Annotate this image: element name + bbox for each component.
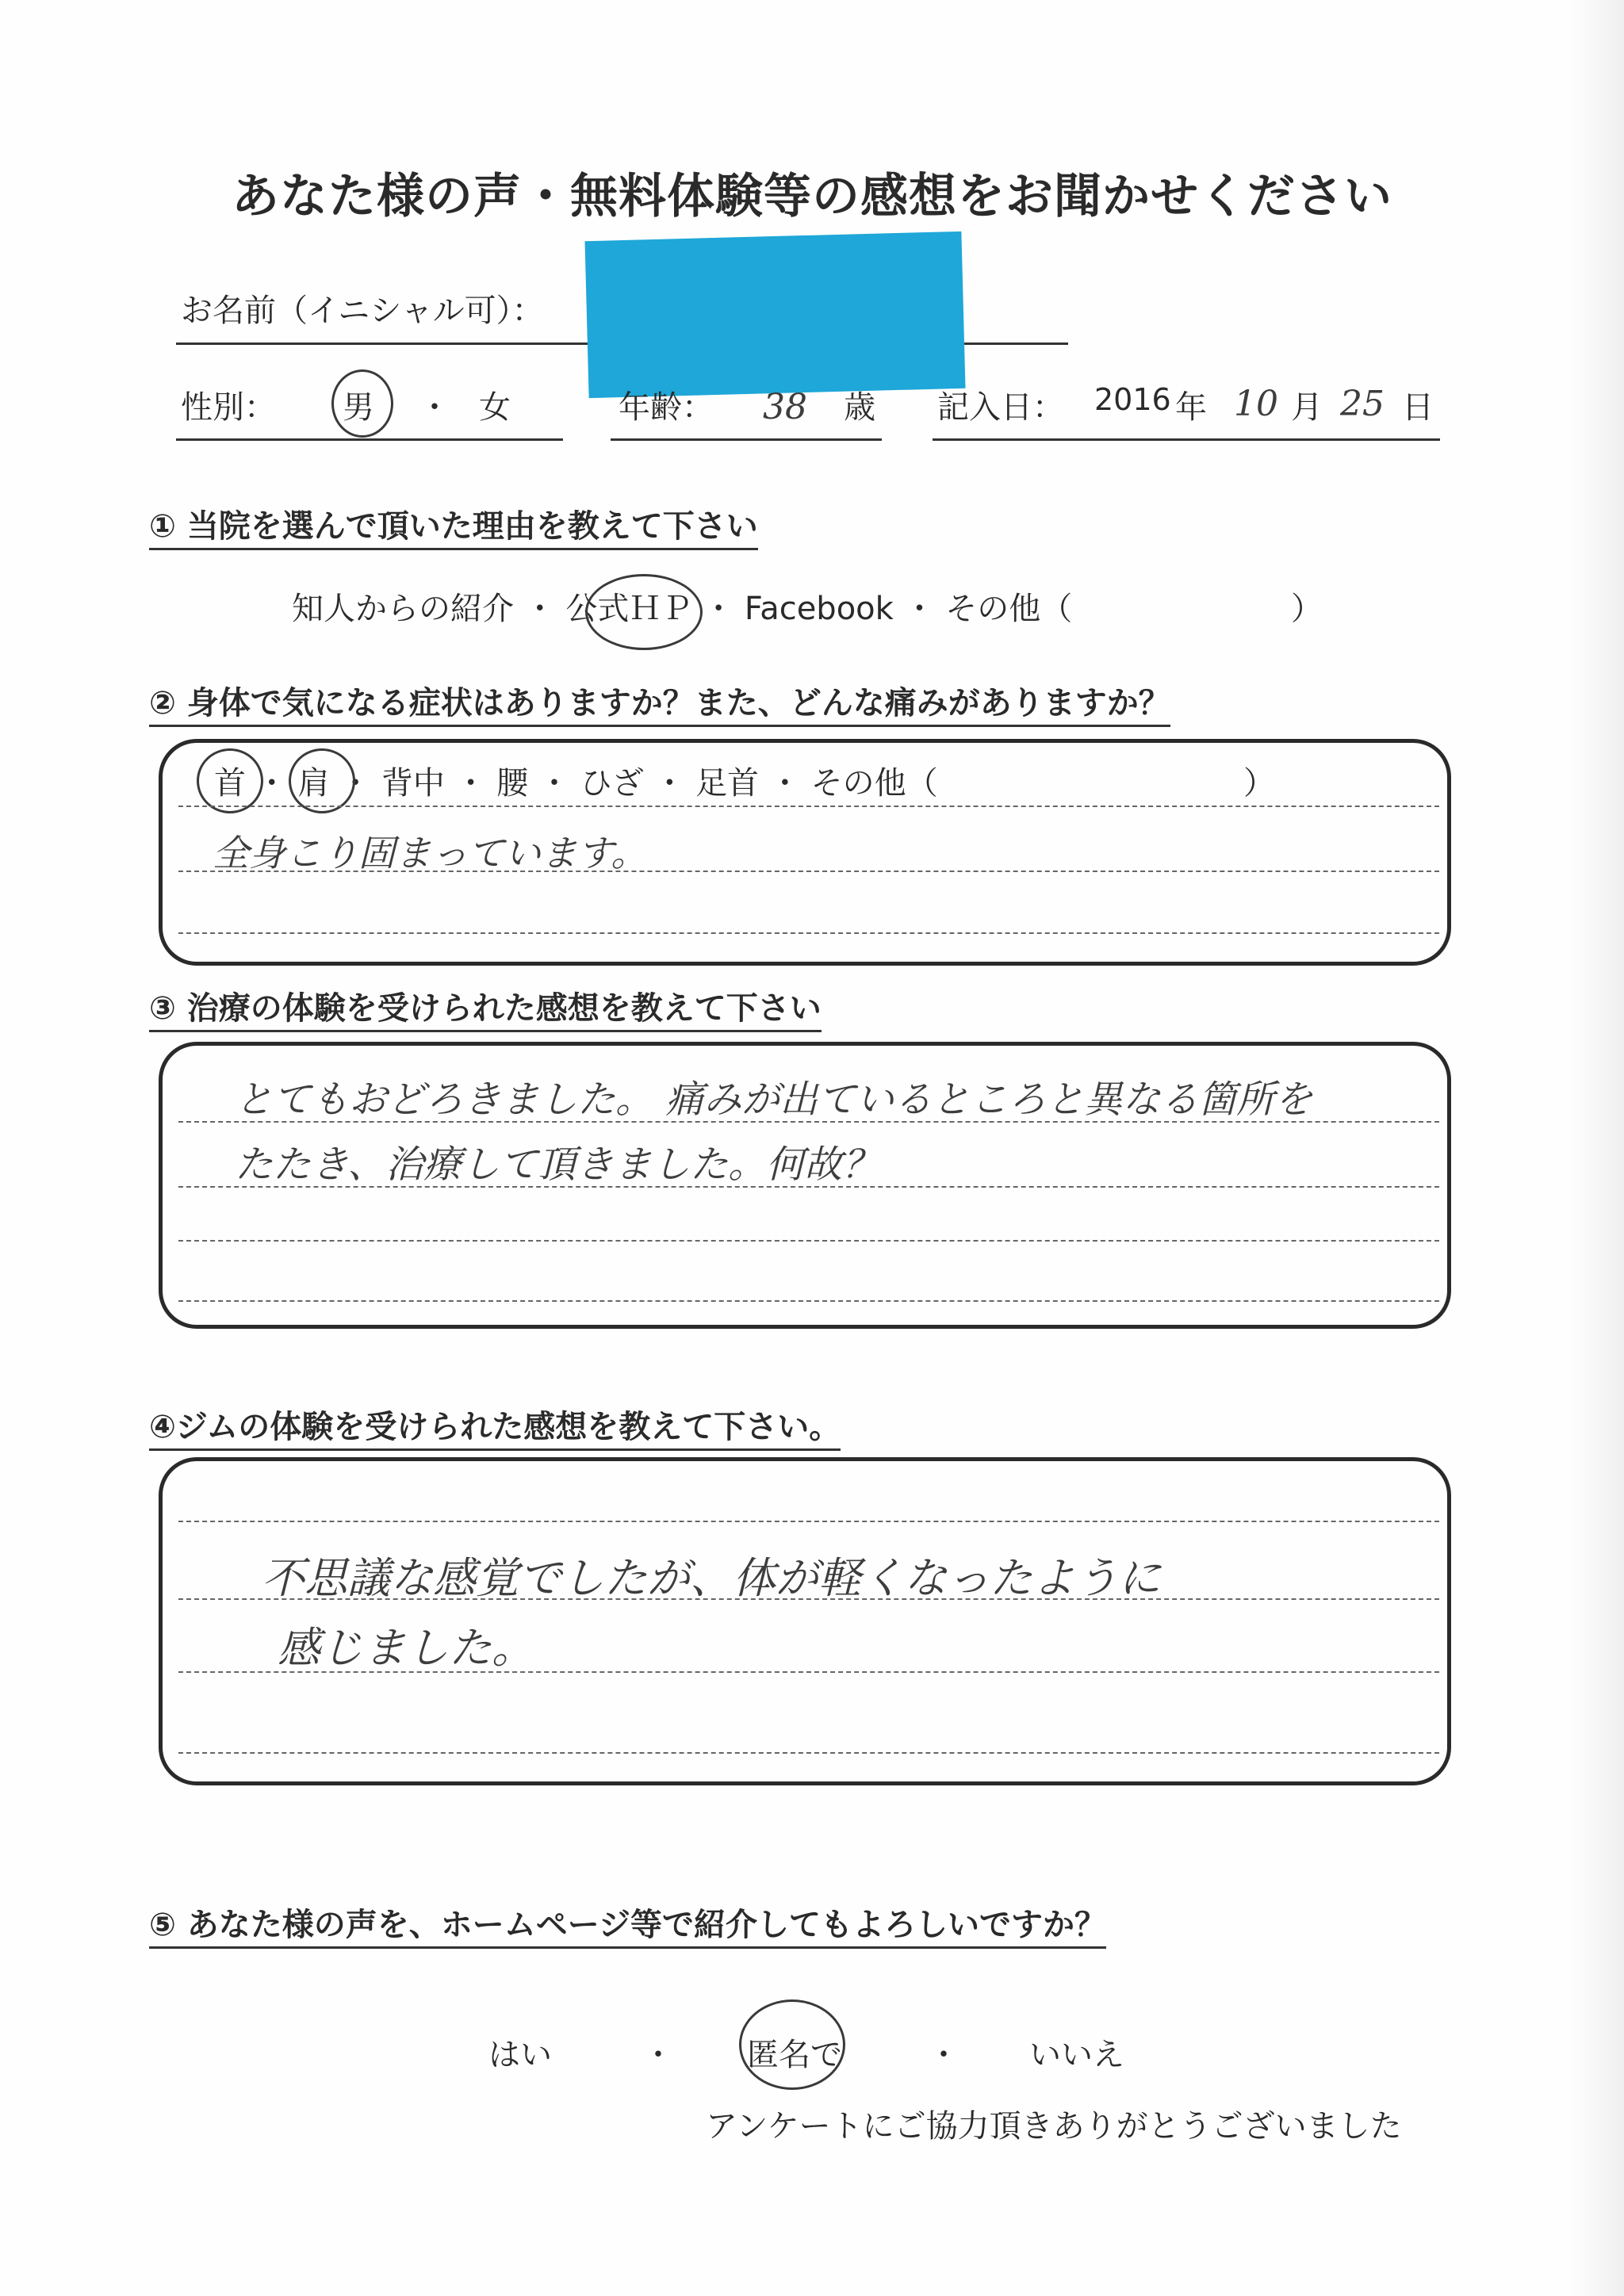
gender-underline <box>176 438 563 441</box>
q3-answer-line-2: たたき、治療して頂きました。何故？ <box>235 1142 881 1187</box>
q2-answer: 全身こり固まっています。 <box>213 832 648 874</box>
gender-selection-circle <box>331 369 393 438</box>
q4-rule-1 <box>178 1521 1439 1522</box>
age-underline <box>611 438 882 441</box>
date-day-unit: 日 <box>1402 389 1434 426</box>
q3-rule-2 <box>178 1186 1439 1188</box>
date-underline <box>933 438 1440 441</box>
q4-rule-3 <box>178 1671 1439 1673</box>
q1-options-close: ） <box>1291 591 1323 627</box>
q1-heading: ① 当院を選んで頂いた理由を教えて下さい <box>149 501 758 550</box>
q4-answer-line-2: 感じました。 <box>278 1623 534 1673</box>
q3-rule-3 <box>178 1240 1439 1242</box>
form-title: あなた様の声・無料体験等の感想をお聞かせください <box>232 169 1392 224</box>
q4-rule-4 <box>178 1752 1439 1754</box>
age-value: 38 <box>763 387 807 427</box>
q2-shoulder-circle <box>289 748 355 813</box>
q5-option-anonymous: 匿名で <box>747 2037 842 2073</box>
q3-rule-4 <box>178 1300 1439 1302</box>
q2-neck-circle <box>197 748 263 813</box>
name-redaction <box>584 232 965 398</box>
q4-answer-line-1: 不思議な感覚でしたが、体が軽くなったように <box>262 1553 1161 1603</box>
q1-options: 知人からの紹介 ・ 公式ＨＰ ・ Facebook ・ その他（ <box>292 591 1073 627</box>
name-label: お名前（イニシャル可）： <box>181 293 544 329</box>
q5-selection-circle <box>739 1999 845 2090</box>
q4-heading: ④ジムの体験を受けられた感想を教えて下さい。 <box>149 1402 841 1451</box>
q2-rule-1 <box>178 806 1439 807</box>
age-unit: 歳 <box>844 389 875 426</box>
footer-thanks: アンケートにご協力頂きありがとうございました <box>706 2108 1402 2145</box>
q3-rule-1 <box>178 1121 1439 1123</box>
q5-option-no: いいえ <box>1029 2037 1124 2073</box>
q2-options: 首 ・ 肩 ・ 背中 ・ 腰 ・ ひざ ・ 足首 ・ その他（ <box>214 765 938 802</box>
date-month-unit: 月 <box>1291 389 1323 426</box>
age-label: 年齢： <box>619 389 714 426</box>
q2-rule-3 <box>178 932 1439 934</box>
q5-dot-2: ・ <box>928 2037 959 2073</box>
q5-dot-1: ・ <box>642 2037 674 2073</box>
q2-heading: ② 身体で気になる症状はありますか？また、どんな痛みがありますか？ <box>149 678 1170 727</box>
gender-female: 女 <box>479 389 511 426</box>
date-year-unit: 年 <box>1175 389 1207 426</box>
q3-answer-line-1: とてもおどろきました。 痛みが出ているところと異なる箇所を <box>235 1077 1313 1122</box>
gender-male: 男 <box>343 389 374 426</box>
q3-heading: ③ 治療の体験を受けられた感想を教えて下さい <box>149 983 822 1032</box>
q2-options-close: ） <box>1243 765 1275 802</box>
date-day: 25 <box>1340 384 1385 424</box>
date-label: 記入日： <box>937 389 1064 426</box>
q5-heading: ⑤ あなた様の声を、ホームページ等で紹介してもよろしいですか？ <box>149 1900 1106 1949</box>
gender-label: 性別： <box>181 389 276 426</box>
date-year: 2016 <box>1094 382 1171 417</box>
q4-rule-2 <box>178 1598 1439 1600</box>
paper-edge <box>1568 0 1624 2296</box>
q2-rule-2 <box>178 871 1439 872</box>
q5-option-yes: はい <box>488 2037 552 2073</box>
date-month: 10 <box>1234 384 1278 424</box>
gender-dot: ・ <box>419 389 450 426</box>
q1-selection-circle <box>585 574 703 650</box>
